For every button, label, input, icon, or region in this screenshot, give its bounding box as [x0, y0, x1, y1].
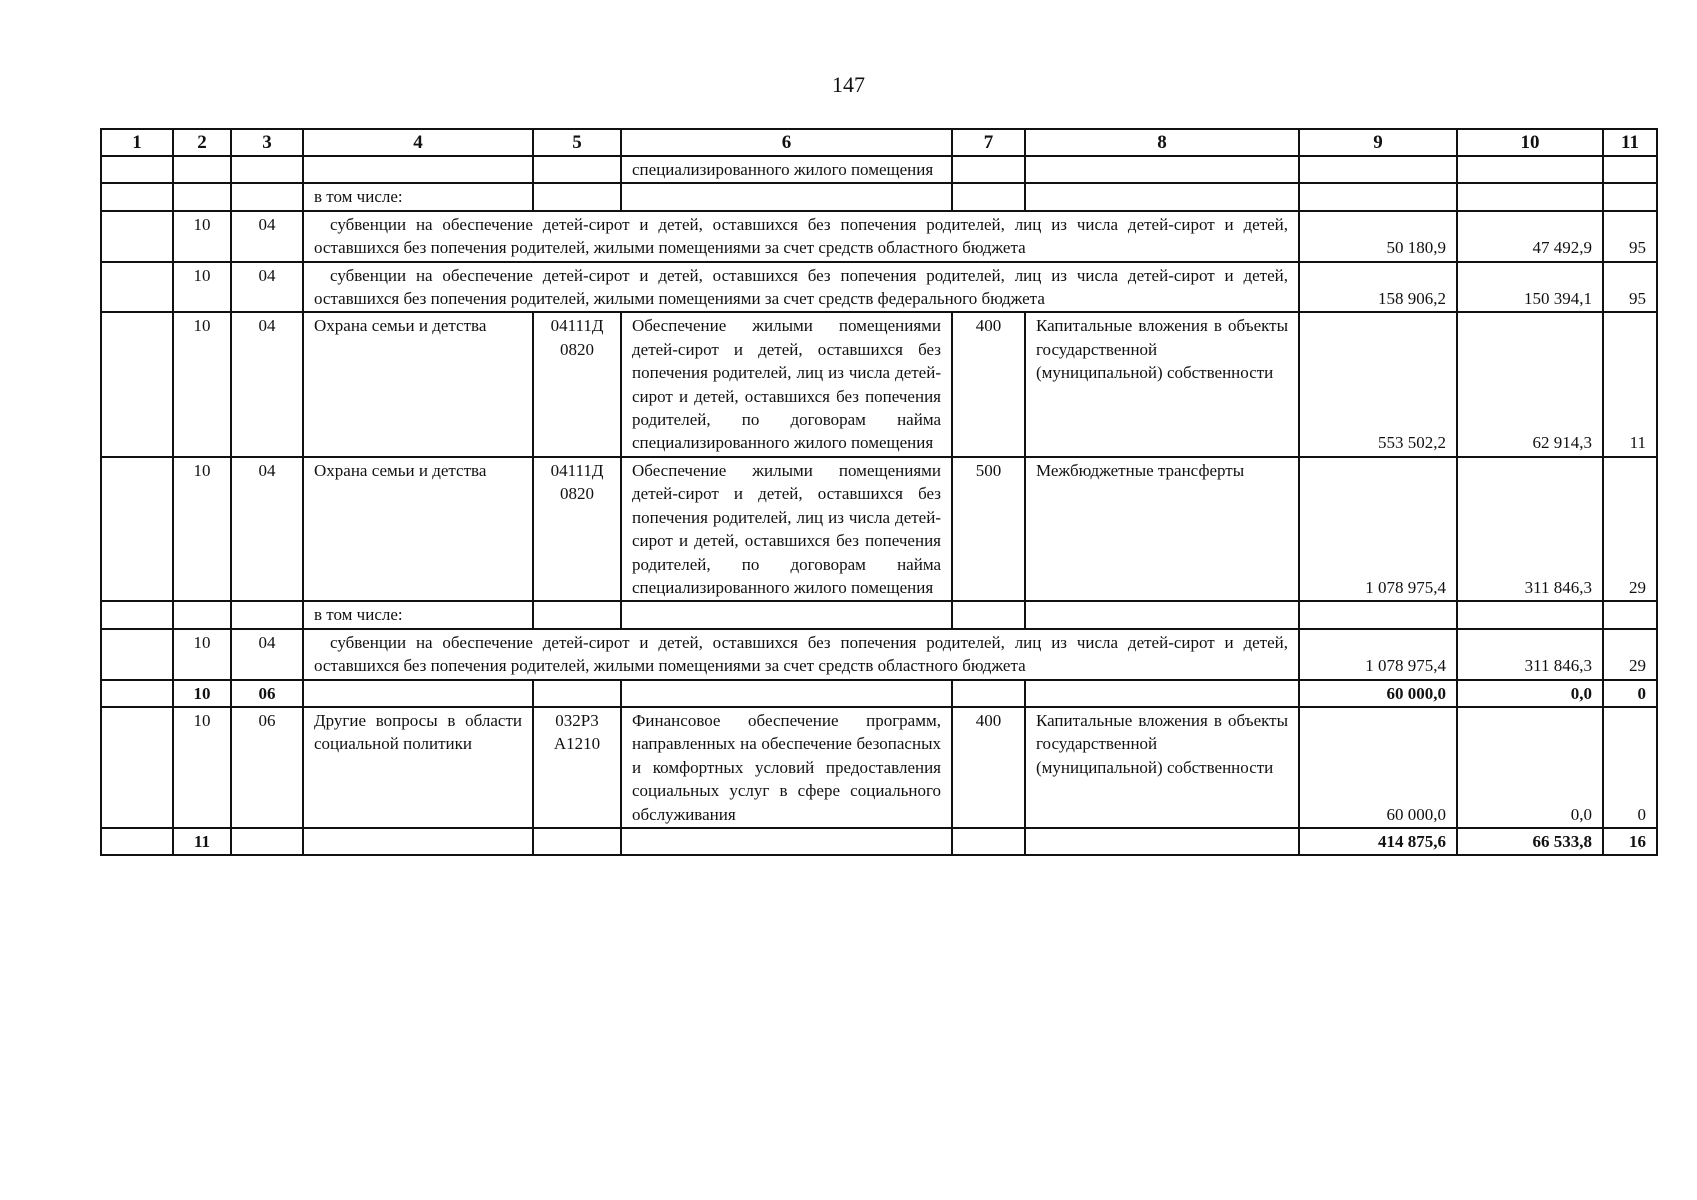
section-code-cell: 10 [173, 262, 231, 313]
table-row [101, 601, 1657, 628]
actual-amount-cell: 311 846,3 [1457, 629, 1603, 680]
section-code-cell: 11 [173, 828, 231, 855]
subvention-text-cell: субвенции на обеспечение детей-сирот и детей, оставшихся без попечения родителей, лиц из числа детей-сирот и детей, оставшихся без попечения родителей, жилыми помещениями за счет средств областного бюджета [303, 211, 1299, 262]
subsection-code-cell: 04 [231, 262, 303, 313]
percent-cell: 95 [1603, 211, 1657, 262]
expense-type-name-cell: Капитальные вложения в объекты государственной (муниципальной) собственности [1025, 707, 1299, 828]
planned-amount-cell: 414 875,6 [1299, 828, 1457, 855]
expense-type-code-cell: 400 [952, 707, 1025, 828]
table-row [101, 262, 1657, 313]
planned-amount-cell: 60 000,0 [1299, 680, 1457, 707]
expense-type-name-cell: Межбюджетные трансферты [1025, 457, 1299, 601]
column-header: 9 [1299, 129, 1457, 156]
target-article-cell: 04111Д 0820 [533, 457, 621, 601]
including-label: в том числе: [303, 601, 533, 628]
expense-description-cell: специализированного жилого помещения [621, 156, 952, 183]
column-header: 6 [621, 129, 952, 156]
subvention-text-cell: субвенции на обеспечение детей-сирот и детей, оставшихся без попечения родителей, лиц из числа детей-сирот и детей, оставшихся без попечения родителей, жилыми помещениями за счет средств областного бюджета [303, 629, 1299, 680]
actual-amount-cell: 150 394,1 [1457, 262, 1603, 313]
including-label: в том числе: [303, 183, 533, 210]
column-header: 8 [1025, 129, 1299, 156]
actual-amount-cell: 0,0 [1457, 680, 1603, 707]
subtotal-row [101, 680, 1657, 707]
percent-cell: 0 [1603, 707, 1657, 828]
actual-amount-cell: 66 533,8 [1457, 828, 1603, 855]
expense-type-code-cell: 400 [952, 312, 1025, 456]
table-row [101, 183, 1657, 210]
subsection-code-cell: 04 [231, 629, 303, 680]
subsection-name-cell: Другие вопросы в области социальной политики [303, 707, 533, 828]
expense-description-cell: Обеспечение жилыми помещениями детей-сирот и детей, оставшихся без попечения родителей, лиц из числа детей-сирот и детей, оставшихся без попечения родителей, по договорам найма специализированного жилого помещения [621, 457, 952, 601]
section-code-cell: 10 [173, 312, 231, 456]
actual-amount-cell: 311 846,3 [1457, 457, 1603, 601]
percent-cell: 0 [1603, 680, 1657, 707]
expense-type-code-cell: 500 [952, 457, 1025, 601]
table-row [101, 457, 1657, 601]
page-number: 147 [832, 72, 865, 97]
table-header-row [101, 129, 1657, 156]
percent-cell: 11 [1603, 312, 1657, 456]
target-article-cell: 04111Д 0820 [533, 312, 621, 456]
column-header: 11 [1603, 129, 1657, 156]
subsection-name-cell: Охрана семьи и детства [303, 457, 533, 601]
planned-amount-cell: 553 502,2 [1299, 312, 1457, 456]
subtotal-row [101, 828, 1657, 855]
expense-description-cell: Финансовое обеспечение программ, направленных на обеспечение безопасных и комфортных условий предоставления социальных услуг в сфере социального обслуживания [621, 707, 952, 828]
planned-amount-cell: 50 180,9 [1299, 211, 1457, 262]
actual-amount-cell: 62 914,3 [1457, 312, 1603, 456]
table-row [101, 156, 1657, 183]
percent-cell: 16 [1603, 828, 1657, 855]
percent-cell: 95 [1603, 262, 1657, 313]
column-header: 5 [533, 129, 621, 156]
section-code-cell: 10 [173, 707, 231, 828]
subvention-text-cell: субвенции на обеспечение детей-сирот и детей, оставшихся без попечения родителей, лиц из числа детей-сирот и детей, оставшихся без попечения родителей, жилыми помещениями за счет средств федерального бюджета [303, 262, 1299, 313]
column-header: 4 [303, 129, 533, 156]
percent-cell: 29 [1603, 457, 1657, 601]
table-row [101, 707, 1657, 828]
subsection-code-cell: 04 [231, 211, 303, 262]
section-code-cell: 10 [173, 457, 231, 601]
target-article-cell: 032Р3 А1210 [533, 707, 621, 828]
column-header: 2 [173, 129, 231, 156]
expense-description-cell: Обеспечение жилыми помещениями детей-сирот и детей, оставшихся без попечения родителей, лиц из числа детей-сирот и детей, оставшихся без попечения родителей, по договорам найма специализированного жилого помещения [621, 312, 952, 456]
subsection-code-cell: 04 [231, 312, 303, 456]
actual-amount-cell: 0,0 [1457, 707, 1603, 828]
section-code-cell: 10 [173, 680, 231, 707]
section-code-cell: 10 [173, 211, 231, 262]
column-header: 3 [231, 129, 303, 156]
actual-amount-cell: 47 492,9 [1457, 211, 1603, 262]
table-row [101, 629, 1657, 680]
table-row [101, 312, 1657, 456]
budget-table [100, 128, 1658, 856]
table-row [101, 211, 1657, 262]
subsection-code-cell: 04 [231, 457, 303, 601]
expense-type-name-cell: Капитальные вложения в объекты государственной (муниципальной) собственности [1025, 312, 1299, 456]
percent-cell: 29 [1603, 629, 1657, 680]
column-header: 7 [952, 129, 1025, 156]
subsection-code-cell: 06 [231, 680, 303, 707]
planned-amount-cell: 1 078 975,4 [1299, 457, 1457, 601]
subsection-code-cell: 06 [231, 707, 303, 828]
subsection-name-cell: Охрана семьи и детства [303, 312, 533, 456]
planned-amount-cell: 60 000,0 [1299, 707, 1457, 828]
planned-amount-cell: 1 078 975,4 [1299, 629, 1457, 680]
column-header: 1 [101, 129, 173, 156]
planned-amount-cell: 158 906,2 [1299, 262, 1457, 313]
section-code-cell: 10 [173, 629, 231, 680]
column-header: 10 [1457, 129, 1603, 156]
